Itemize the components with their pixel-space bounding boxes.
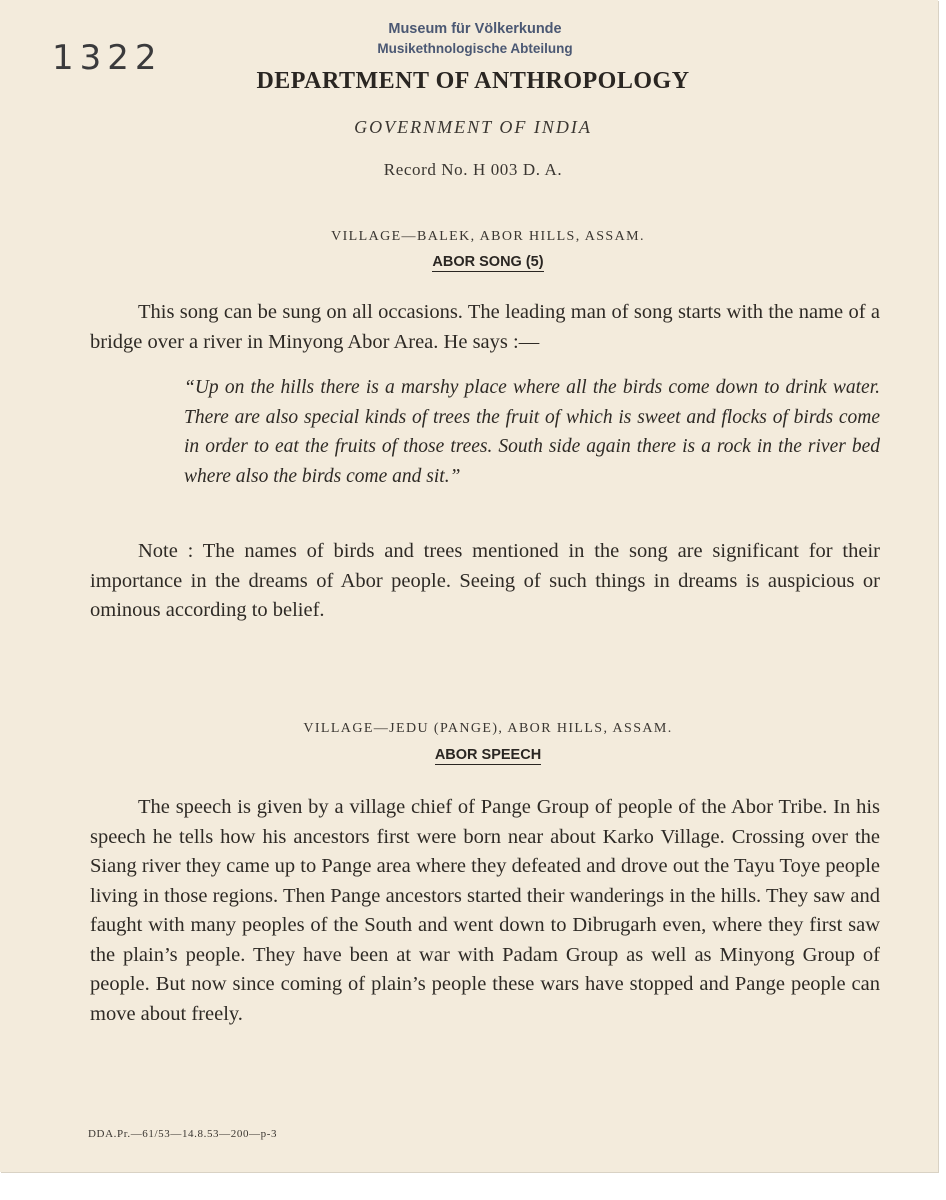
stamp-line-1: Museum für Völkerkunde xyxy=(388,21,562,37)
record-number: Record No. H 003 D. A. xyxy=(383,160,563,179)
section-1-location: VILLAGE—BALEK, ABOR HILLS, ASSAM. xyxy=(331,229,645,244)
print-code-footer: DDA.Pr.—61/53—14.8.53—200—p-3 xyxy=(88,1128,278,1140)
song-quote-paragraph: “Up on the hills there is a marshy place where all the birds come down to drink water. There are also special kinds of trees the fruit of which is sweet and flocks of birds come in order to eat the fruits of those trees. South side again there is a rock in the river bed where also the birds come and sit.” xyxy=(184,377,880,487)
section-1-title xyxy=(0,254,946,270)
stamp-line-2: Musikethnologische Abteilung xyxy=(377,41,573,56)
section-1-note-paragraph: Note : The names of birds and trees mentioned in the song are significant for their importance in the dreams of Abor people. Seeing of such things in dreams is auspicious or ominous according to belief. xyxy=(90,540,880,621)
section-2-title xyxy=(0,747,946,763)
handwritten-record-number: 1322 xyxy=(52,38,163,78)
section-2-body-paragraph: The speech is given by a village chief of Pange Group of people of the Abor Tribe. In his speech he tells how his ancestors first were born near about Karko Village. Crossing over the Siang river they came up to Pange area where they defeated and drove out the Tayu Toye people living in those regions. Then Pange ancestors started their wanderings in the hills. They saw and faught with many peoples of the South and went down to Dibrugarh even, where they first saw the plain’s people. They have been at war with Padam Group as well as Minyong Group of people. But now since coming of plain’s people these wars have stopped and Pange people can move about freely. xyxy=(90,796,880,1025)
section-1-intro-paragraph: This song can be sung on all occasions. The leading man of song starts with the name of a bridge over a river in Minyong Abor Area. He says :— xyxy=(90,301,880,353)
museum-stamp xyxy=(340,20,610,58)
section-2-location: VILLAGE—JEDU (PANGE), ABOR HILLS, ASSAM. xyxy=(303,721,673,736)
section-2-title-text: ABOR SPEECH xyxy=(434,747,542,763)
government-subtitle: GOVERNMENT OF INDIA xyxy=(354,117,592,137)
department-title: DEPARTMENT OF ANTHROPOLOGY xyxy=(256,68,690,94)
section-1-title-text: ABOR SONG (5) xyxy=(432,254,544,270)
